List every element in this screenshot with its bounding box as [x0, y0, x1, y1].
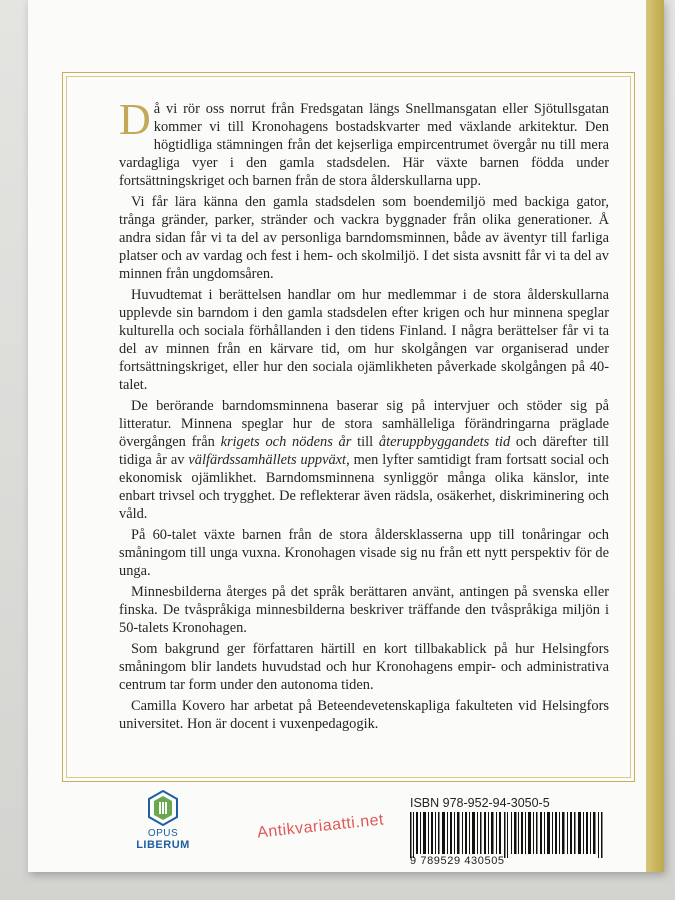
isbn-label: ISBN 978-952-94-3050-5 — [410, 796, 550, 810]
watermark: Antikvariaatti.net — [256, 811, 385, 842]
publisher-name-line1: OPUS — [147, 828, 179, 839]
blurb-text: å vi rör oss norrut från Fredsgatan längs Snellmansgatan eller Sjötullsgatan kommer vi till Kronohagens bostadskvarter med växlande arkitektur. Den högtidliga stämningen från det kejserliga empircentrumet övergår nu till mera vardagliga vyer i den gamla stadsdelen. Här växte barnen födda under fortsättningskriget och barnen från de stora ålderskullarna upp. — [119, 101, 609, 189]
publisher-emblem-icon — [148, 790, 178, 826]
blurb-emphasis: välfärdssamhällets uppväxt — [188, 452, 347, 468]
blurb-paragraph-1 — [119, 95, 609, 190]
blurb-paragraph-6: Minnesbilderna återges på det språk berättaren använt, antingen på svenska eller finska. De tvåspråkiga minnesbilderna beskriver träffande den tvåspråkiga miljön i 50-talets Kronohagen. — [119, 584, 609, 636]
blurb-text: , men lyfter samtidigt fram fortsatt social och ekonomisk ojämlikhet. Barndomsminnena synliggör många olika känslor, inte enbart trivsel och trygghet. De reflekterar även rädsla, osäkerhet, diskriminering och våld. — [119, 452, 609, 522]
blurb-paragraph-2: Vi får lära känna den gamla stadsdelen som boendemiljö med backiga gator, trånga gränder, parker, stränder och vackra byggnader från olika generationer. Å andra sidan får vi ta del av personliga barndomsminnen, både av äventyr till farliga platser och av vardag och fest i hem- och skolmiljö. I det sista avsnitt får vi ta del av minnen från ungdomsåren. — [119, 194, 609, 282]
barcode-digits: 9 789529 430505 — [410, 855, 505, 867]
publisher-name-line2: LIBERUM — [136, 839, 190, 851]
blurb-paragraph-7: Som bakgrund ger författaren härtill en kort tillbakablick på hur Helsingfors småningom blir landets huvudstad och hur Kronohagens empir- och administrativa centrum tar form under den autonoma tiden. — [119, 641, 609, 693]
drop-cap: D — [119, 95, 151, 144]
blurb-emphasis: återuppbyggandets tid — [378, 434, 511, 450]
barcode-icon — [408, 812, 616, 858]
spine-edge — [646, 0, 664, 872]
back-cover-blurb — [119, 95, 609, 736]
blurb-paragraph-3: Huvudtemat i berättelsen handlar om hur medlemmar i de stora ålderskullarna upplevde sin barndom i den gamla stadsdelen efter krigen och hur minnena speglar kulturella och sociala förhållanden i den tidens Finland. I några berättelser får vi ta del av minnen från en kärvare tid, om hur skolgången var organiserad under fortsättningskriget, eller hur den sociala ojämlikheten påverkade skolgången på 40-talet. — [119, 287, 609, 393]
blurb-paragraph-4 — [119, 397, 609, 523]
blurb-emphasis: krigets och nödens år — [220, 434, 352, 450]
blurb-paragraph-5: På 60-talet växte barnen från de stora åldersklasserna upp till tonåringar och småningom till unga vuxna. Kronohagen visade sig nu från ett nytt perspektiv för de unga. — [119, 527, 609, 579]
blurb-text: till — [357, 434, 374, 450]
publisher-logo — [128, 790, 198, 870]
blurb-paragraph-8: Camilla Kovero har arbetat på Beteendevetenskapliga fakulteten vid Helsingfors universitet. Hon är docent i vuxenpedagogik. — [119, 698, 609, 732]
blurb-text: och därefter till tidiga år av — [119, 434, 609, 468]
blurb-text: De berörande barndomsminnena baserar sig på intervjuer och stöder sig på litteratur. Minnena speglar hur de stora samhälleliga förändringarna präglade övergången från — [119, 398, 609, 450]
